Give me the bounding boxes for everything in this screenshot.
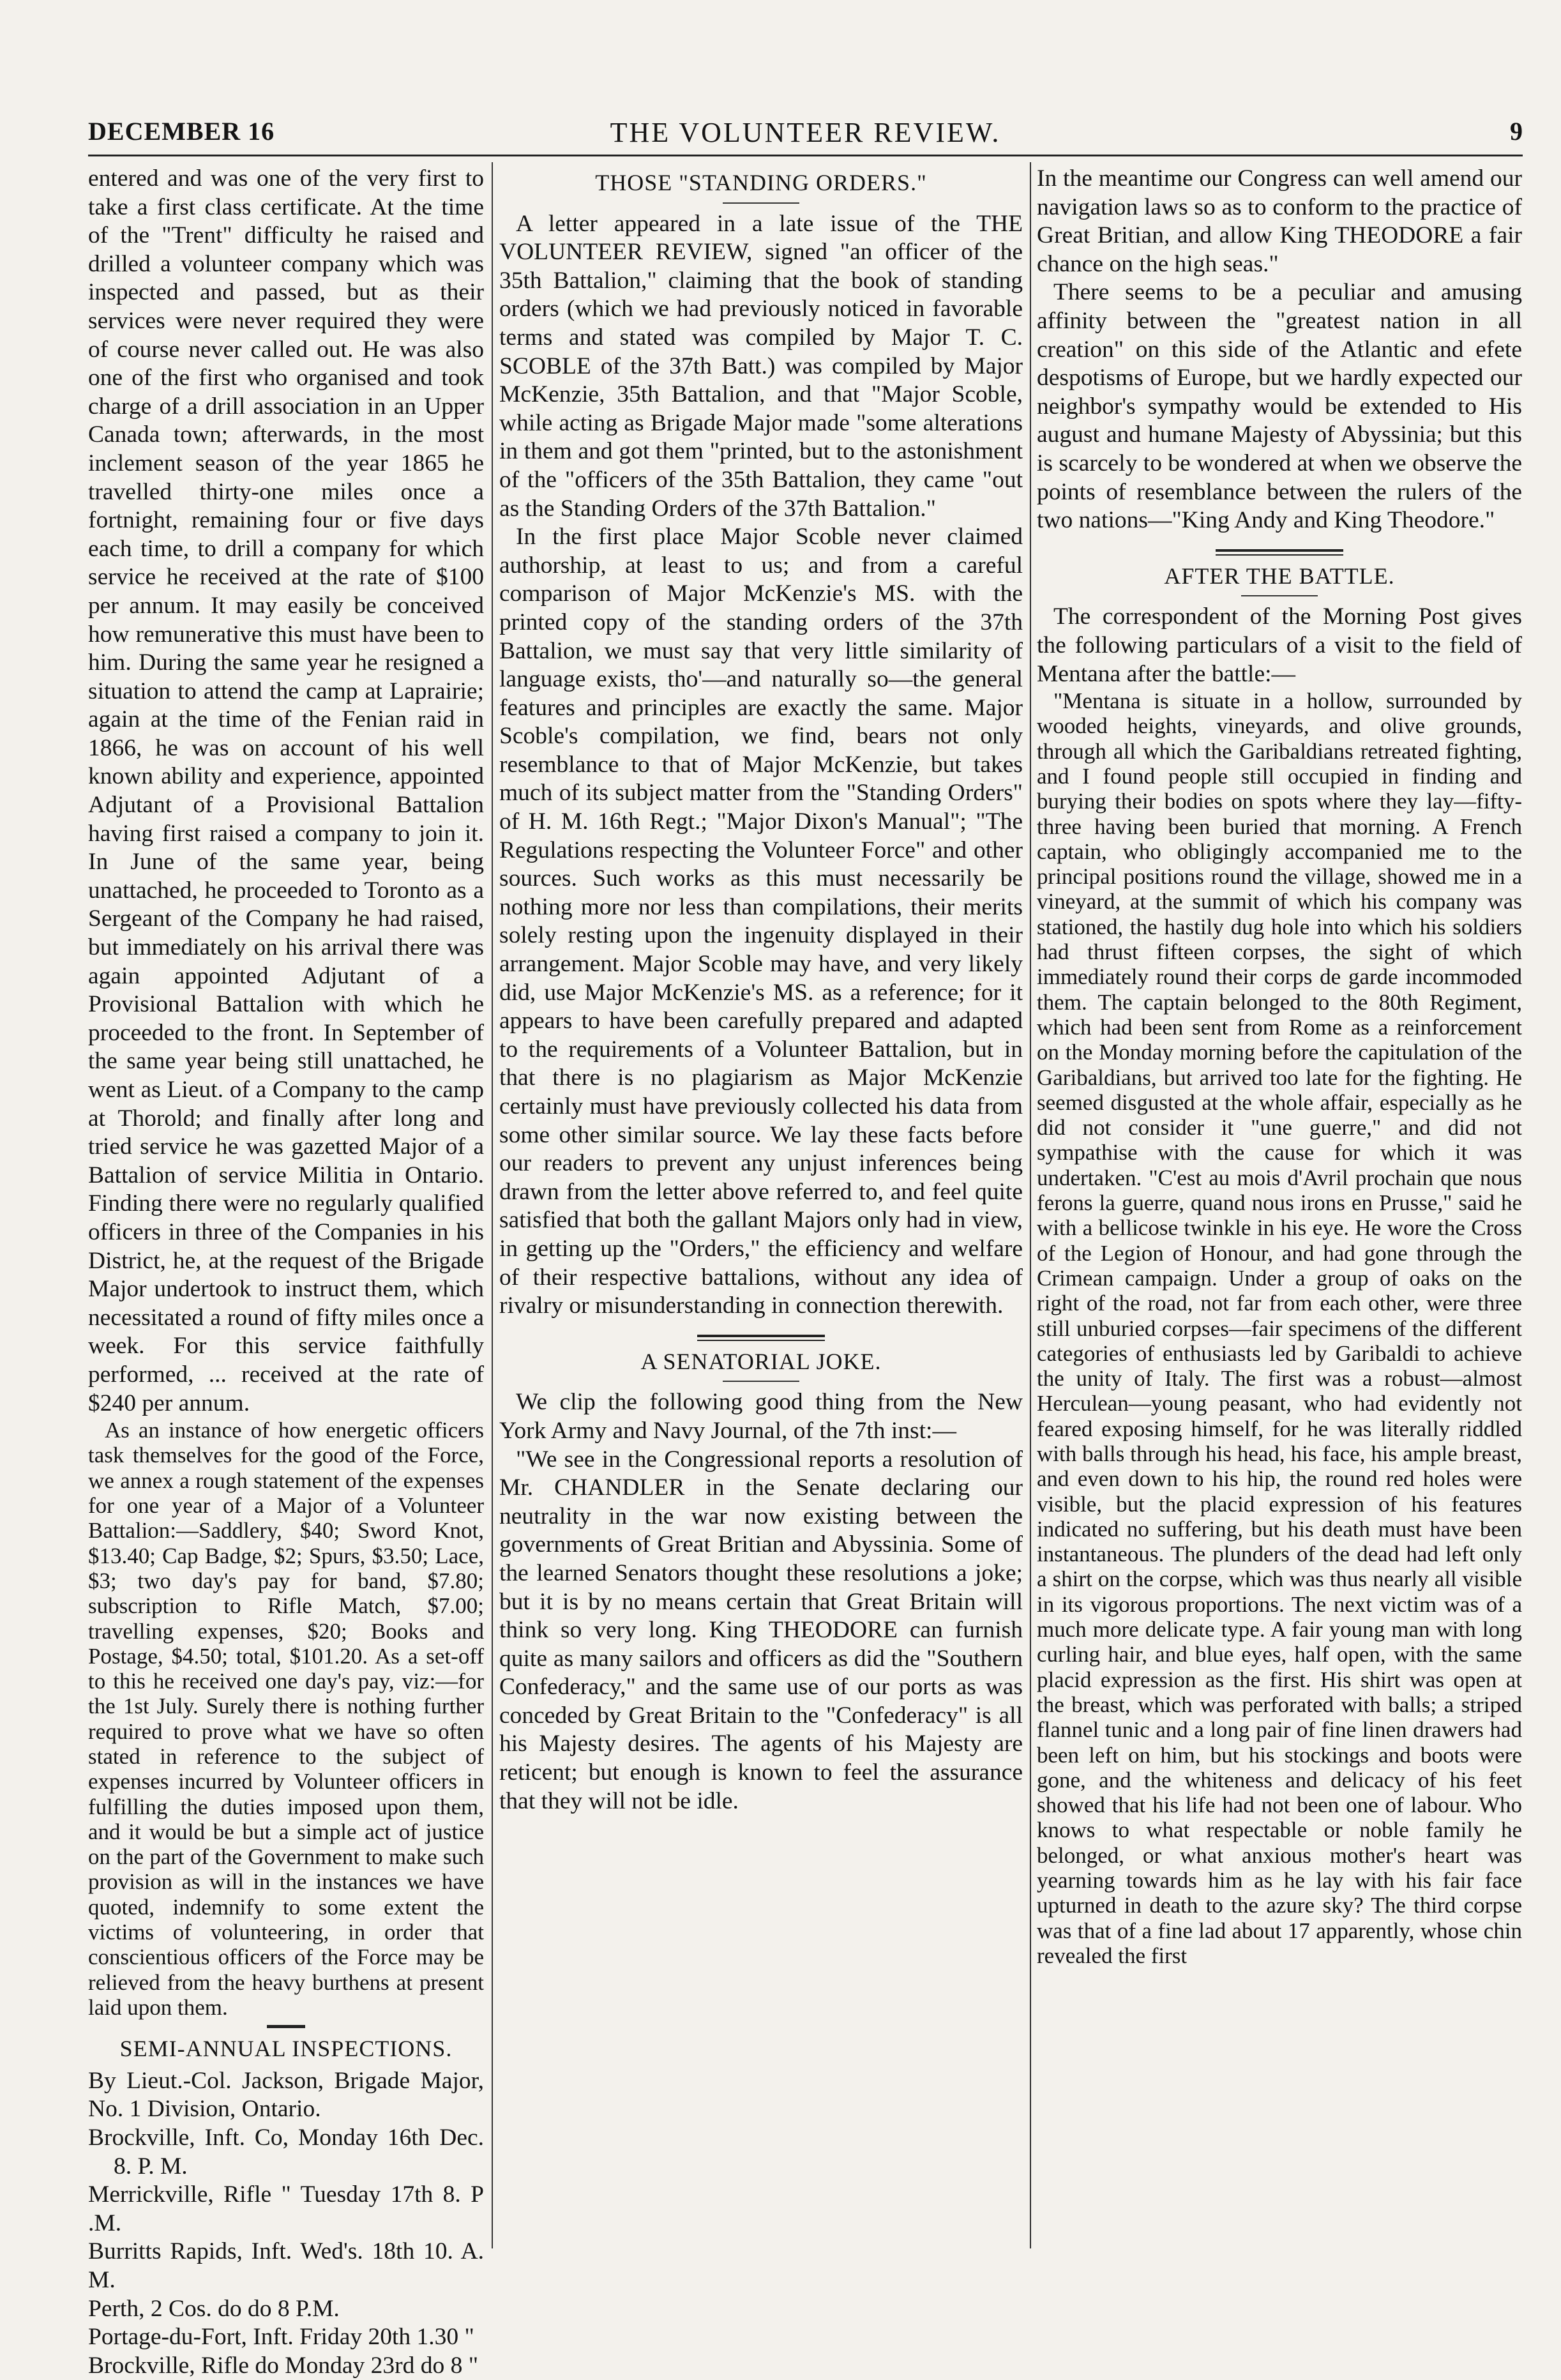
issue-date: DECEMBER 16 xyxy=(88,117,275,146)
article-paragraph: We clip the following good thing from the New York Army and Navy Journal, of the 7th inst:— xyxy=(499,1389,1023,1444)
masthead-rule xyxy=(88,155,1523,156)
section-rule xyxy=(267,2025,305,2028)
masthead xyxy=(88,116,1523,152)
list-item: By Lieut.-Col. Jackson, Brigade Major, No. 1 Division, Ontario. xyxy=(88,2067,484,2123)
section-rule xyxy=(697,1335,825,1341)
column-1 xyxy=(88,165,484,2380)
section-heading: SEMI-ANNUAL INSPECTIONS. xyxy=(119,2036,453,2062)
list-item: Merrickville, Rifle " Tuesday 17th 8. P .M. xyxy=(88,2181,484,2236)
section-rule xyxy=(723,202,799,204)
section-heading: A SENATORIAL JOKE. xyxy=(640,1348,882,1374)
article-paragraph: "We see in the Congressional reports a resolution of Mr. CHANDLER in the Senate declaring our neutrality in the war now existing between the governments of Great Britian and Abyssinia. Some of the learned Senators thought these resolutions a joke; but it is by no means certain that Great Britain will think so very long. King THEODORE can furnish quite as many sailors and officers as did the "Southern Confederacy," and the same use of our ports as was conceded by Great Britain to the "Confederacy" is all his Majesty desires. The agents of his Majesty are reticent; but enough is known to feel the assurance that they will not be idle. xyxy=(499,1446,1023,1814)
newspaper-title: THE VOLUNTEER REVIEW. xyxy=(610,117,1001,148)
list-item: Brockville, Inft. Co, Monday 16th Dec. 8. P. M. xyxy=(88,2125,484,2179)
article-paragraph: The correspondent of the Morning Post gives the following particulars of a visit to the field of Mentana after the battle:— xyxy=(1037,603,1522,687)
section-rule xyxy=(1241,595,1318,596)
section-rule xyxy=(1216,549,1343,556)
list-item: Portage-du-Fort, Inft. Friday 20th 1.30 " xyxy=(88,2324,474,2351)
page-number: 9 xyxy=(1510,117,1523,146)
article-paragraph: entered and was one of the very first to take a first class certificate. At the time of the "Trent" difficulty he raised and drilled a volunteer company which was inspected and passed, but as their services were never required they were of course never called out. He was also one of the first who organised and took charge of a drill association in an Upper Canada town; afterwards, in the most inclement season of the year 1865 he travelled thirty-one miles once a fortnight, remaining four or five days each time, to drill a company for which service he received at the rate of $100 per annum. It may easily be conceived how remunerative this must have been to him. During the same year he resigned a situation to attend the camp at Laprairie; again at the time of the Fenian raid in 1866, he was on account of his well known ability and experience, appointed Adjutant of a Provisional Battalion having first raised a company to join it. In June of the same year, being unattached, he proceeded to Toronto as a Sergeant of the Company he had raised, but immediately on his arrival there was again appointed Adjutant of a Provisional Battalion with which he proceeded to the front. In September of the same year being still unattached, he went as Lieut. of a Company to the camp at Thorold; and finally after long and tried service he was gazetted Major of a Battalion of service Militia in Ontario. Finding there were no regularly qualified officers in three of the Companies in his District, he, at the request of the Brigade Major undertook to instruct them, which necessitated a round of fifty miles once a week. For this service faithfully performed, ... received at the rate of $240 per annum. xyxy=(88,165,484,1416)
column-2 xyxy=(499,165,1023,1815)
column-divider xyxy=(492,162,493,2248)
list-item: Perth, 2 Cos. do do 8 P.M. xyxy=(88,2295,340,2322)
list-item: Brockville, Rifle do Monday 23rd do 8 " xyxy=(88,2352,479,2379)
list-item: Burritts Rapids, Inft. Wed's. 18th 10. A. M. xyxy=(88,2238,484,2293)
article-paragraph: A letter appeared in a late issue of the THE VOLUNTEER REVIEW, signed "an officer of the 35th Battalion," claiming that the book of standing orders (which we had previously noticed in favorable terms and stated was compiled by Major T. C. SCOBLE of the 37th Batt.) was compiled by Major McKenzie, 35th Battalion, and that "Major Scoble, while acting as Brigade Major made "some alterations in them and got them "printed, but to the astonishment of the "officers of the 35th Battalion, they came "out as the Standing Orders of the 37th Battalion." xyxy=(499,210,1023,522)
column-divider xyxy=(1030,162,1031,2248)
article-paragraph: "Mentana is situate in a hollow, surrounded by wooded heights, vineyards, and olive grounds, through all which the Garibaldians retreated fighting, and I found people still occupied in finding and burying their bodies on spots where they lay—fifty-three having been buried that morning. A French captain, who obligingly accompanied me to the principal positions round the village, showed me in a vineyard, at the summit of which his company was stationed, the hastily dug hole into which his soldiers had thrust fifteen corpses, the sight of which immediately round their corps de garde incommoded them. The captain belonged to the 80th Regiment, which had been sent from Rome as a reinforcement on the Monday morning before the capitulation of the Garibaldians, but arrived too late for the fighting. He seemed disgusted at the whole affair, especially as he did not consider it "une guerre," and did not sympathise with the cause for which it was undertaken. "C'est au mois d'Avril prochain que nous ferons la guerre, quand nous irons en Prusse," said he with a bellicose twinkle in his eye. He wore the Cross of the Legion of Honour, and had gone through the Crimean campaign. Under a group of oaks on the right of the road, not far from each other, were three still unburied corpses—fair specimens of the different categories of enthusiasts led by Garibaldi to achieve the unity of Italy. The first was a robust—almost Herculean—young peasant, who had evidently not feared exposing himself, for he was literally riddled with balls through his head, his face, his ample breast, and even down to his hip, the round red holes were visible, but the placid expression of his features indicated no suffering, but his death must have been instantaneous. The plunders of the dead had left only a shirt on the corpse, which was thus nearly all visible in its vigorous proportions. The next victim was of a much more delicate type. A fair young man with long curling hair, and blue eyes, half open, with the same placid expression as the first. His shirt was open at the breast, which was perforated with balls; a striped flannel tunic and a long pair of fine linen drawers had been left on him, but his stockings and boots were gone, and the whiteness and delicacy of his feet showed that his life had not been one of labour. Who knows to what respectable or noble family he belonged, or what anxious mother's heart was yearning towards him as he lay with his fair face upturned in death to the azure sky? The third corpse was that of a fine lad about 17 apparently, whose chin revealed the first xyxy=(1037,688,1522,1968)
article-paragraph: In the first place Major Scoble never claimed authorship, at least to us; and from a careful comparison of Major McKenzie's MS. with the printed copy of the standing orders of the 37th Battalion, we must say that very little similarity of language exists, tho'—and naturally so—the general features and principles are exactly the same. Major Scoble's compilation, we find, bears not only resemblance to that of Major McKenzie, but takes much of its subject matter from the "Standing Orders" of H. M. 16th Regt.; "Major Dixon's Manual"; "The Regulations respecting the Volunteer Force" and other sources. Such works as this must necessarily be nothing more nor less than compilations, their merits solely resting upon the ingenuity displayed in their arrangement. Major Scoble may have, and very likely did, use Major McKenzie's MS. as a reference; for it appears to have been carefully prepared and adapted to the requirements of a Volunteer Battalion, but in that there is no plagiarism as Major McKenzie certainly must have previously collected his data from some other similar source. We lay these facts before our readers to prevent any unjust inferences being drawn from the letter above referred to, and feel quite satisfied that both the gallant Majors only had in view, in getting up the "Orders," the efficiency and welfare of their respective battalions, without any idea of rivalry or misunderstanding in connection therewith. xyxy=(499,524,1023,1319)
article-paragraph: In the meantime our Congress can well amend our navigation laws so as to conform to the practice of Great Britian, and allow King THEODORE a fair chance on the high seas." xyxy=(1037,165,1522,277)
article-paragraph: There seems to be a peculiar and amusing affinity between the "greatest nation in all creation" on this side of the Atlantic and efete despotisms of Europe, but we hardly expected our neighbor's sympathy would be extended to His august and humane Majesty of Abyssinia; but this is scarcely to be wondered at when we observe the points of resemblance between the rulers of the two nations—"King Andy and King Theodore." xyxy=(1037,279,1522,534)
inspection-list xyxy=(88,2067,484,2380)
section-heading: THOSE "STANDING ORDERS." xyxy=(595,170,927,195)
section-rule xyxy=(723,1381,799,1382)
column-3 xyxy=(1037,165,1522,1968)
article-paragraph: As an instance of how energetic officers task themselves for the good of the Force, we annex a rough statement of the expenses for one year of a Major of a Volunteer Battalion:—Saddlery, $40; Sword Knot, $13.40; Cap Badge, $2; Spurs, $3.50; Lace, $3; two day's pay for band, $7.80; subscription to Rifle Match, $7.00; travelling expenses, $20; Books and Postage, $4.50; total, $101.20. As a set-off to this he received one day's pay, viz:—for the 1st July. Surely there is nothing further required to prove what we have so often stated in reference to the subject of expenses incurred by Volunteer officers in fulfilling the duties imposed upon them, and it would be but a simple act of justice on the part of the Government to make such provision as will in the instances we have quoted, indemnify to some extent the victims of volunteering, in order that conscientious officers of the Force may be relieved from the heavy burthens at present laid upon them. xyxy=(88,1418,484,2020)
section-heading: AFTER THE BATTLE. xyxy=(1164,563,1395,589)
